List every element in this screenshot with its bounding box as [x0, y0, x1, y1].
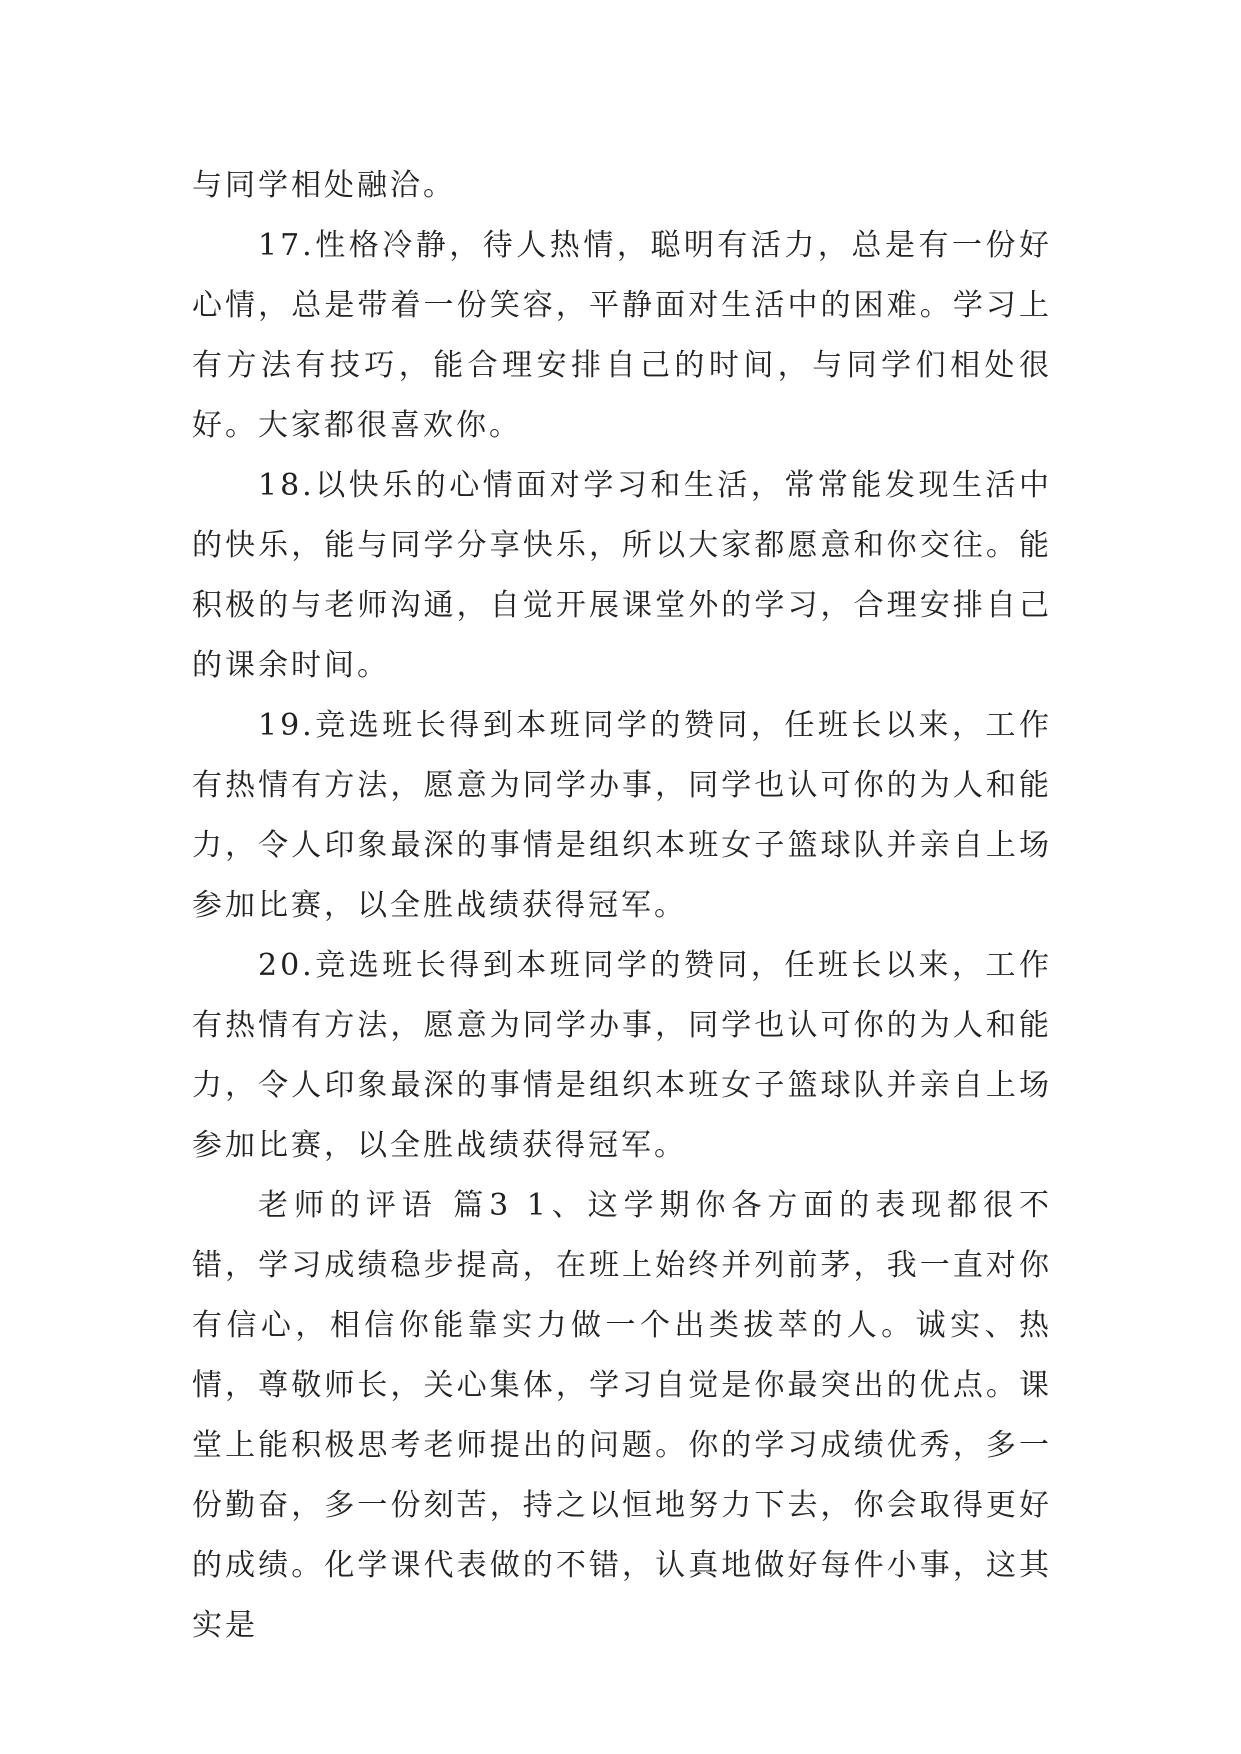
- paragraph-item-20: 20.竞选班长得到本班同学的赞同，任班长以来，工作有热情有方法，愿意为同学办事，同学也认可你的为人和能力，令人印象最深的事情是组织本班女子篮球队并亲自上场参加比赛，以全胜战绩获得冠军。: [192, 948, 1052, 1163]
- paragraph-item-18: 18.以快乐的心情面对学习和生活，常常能发现生活中的快乐，能与同学分享快乐，所以大家都愿意和你交往。能积极的与老师沟通，自觉开展课堂外的学习，合理安排自己的课余时间。: [192, 468, 1052, 683]
- paragraph-section-3: 老师的评语 篇3 1、这学期你各方面的表现都很不错，学习成绩稳步提高，在班上始终并列前茅，我一直对你有信心，相信你能靠实力做一个出类拔萃的人。诚实、热情，尊敬师长，关心集体，学习自觉是你最突出的优点。课堂上能积极思考老师提出的问题。你的学习成绩优秀，多一份勤奋，多一份刻苦，持之以恒地努力下去，你会取得更好的成绩。化学课代表做的不错，认真地做好每件小事，这其实是: [192, 1188, 1052, 1643]
- paragraph-item-19: 19.竞选班长得到本班同学的赞同，任班长以来，工作有热情有方法，愿意为同学办事，同学也认可你的为人和能力，令人印象最深的事情是组织本班女子篮球队并亲自上场参加比赛，以全胜战绩获得冠军。: [192, 708, 1052, 923]
- paragraph-item-17: 17.性格冷静，待人热情，聪明有活力，总是有一份好心情，总是带着一份笑容，平静面对生活中的困难。学习上有方法有技巧，能合理安排自己的时间，与同学们相处很好。大家都很喜欢你。: [192, 228, 1052, 443]
- paragraph-continuation: 与同学相处融洽。: [192, 168, 456, 203]
- document-body: [192, 156, 1052, 1656]
